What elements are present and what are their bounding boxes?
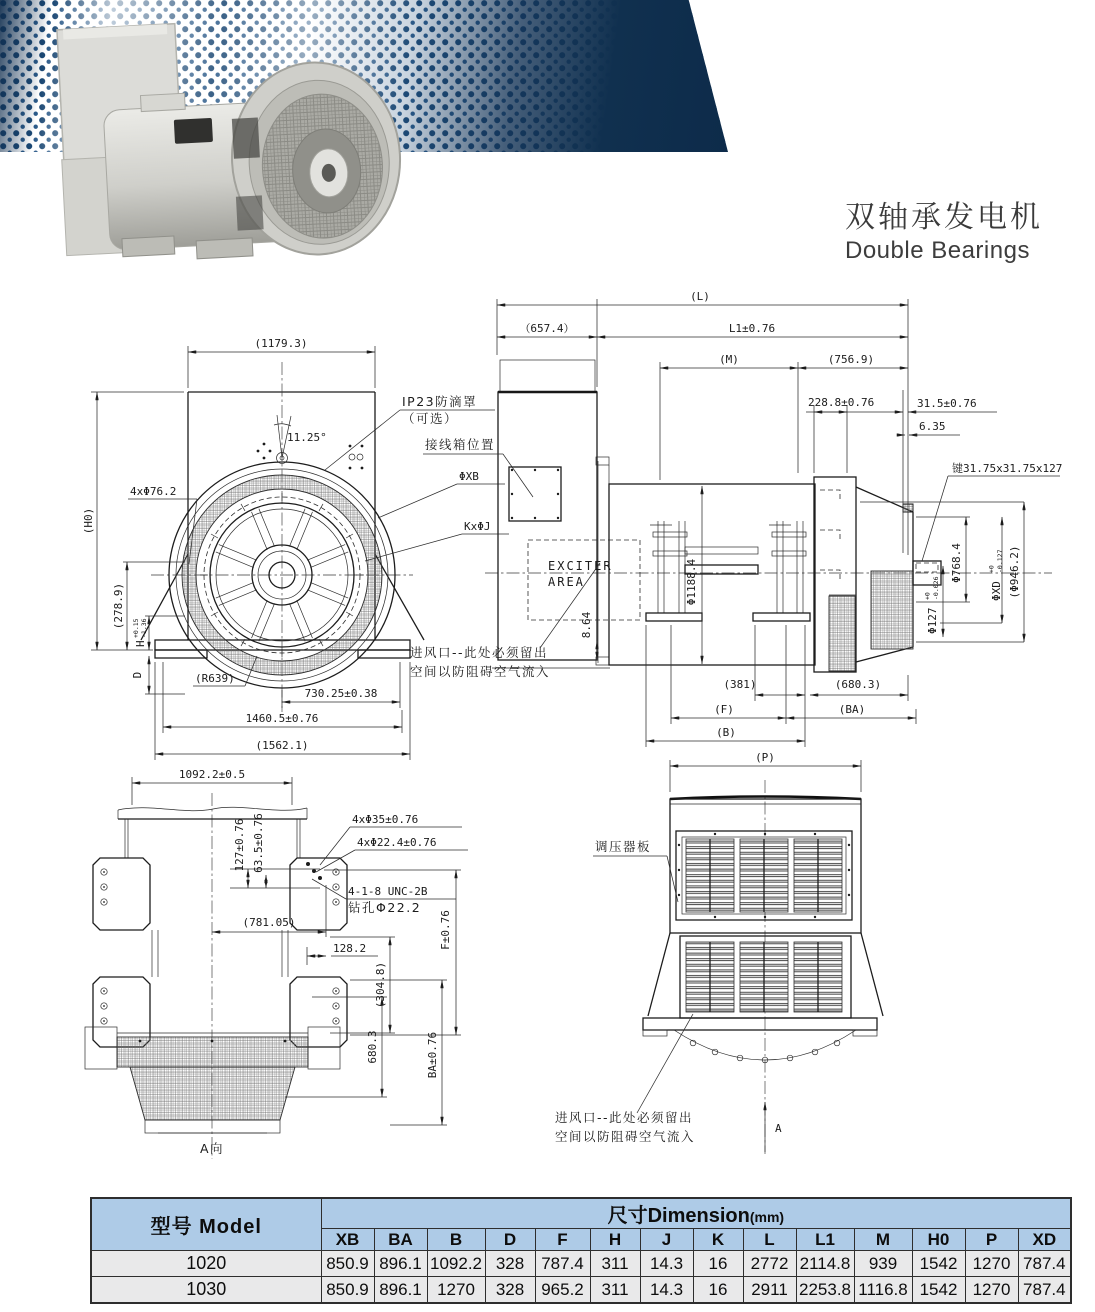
cell-1020-j: 14.3 [640, 1251, 693, 1277]
cell-1020-p: 1270 [965, 1251, 1018, 1277]
cell-1020-k: 16 [693, 1251, 743, 1277]
cell-1020-h: 311 [590, 1251, 640, 1277]
cell-1030-m: 1116.8 [854, 1277, 912, 1304]
dim-label-ba076: BA±0.76 [426, 1031, 439, 1079]
rear-lower-housing [643, 933, 883, 1063]
col-h0: H0 [912, 1229, 965, 1251]
cell-1020-ba: 896.1 [374, 1251, 427, 1277]
dim-label-1179: (1179.3) [254, 337, 308, 350]
dim-label-f: (F) [714, 703, 734, 716]
bolt-marks [101, 869, 339, 1024]
col-f: F [535, 1229, 590, 1251]
label-4x35: 4xΦ35±0.76 [352, 813, 419, 826]
col-l: L [743, 1229, 796, 1251]
cell-1020-h0: 1542 [912, 1251, 965, 1277]
side-note-line2: 空间以防阻碍空气流入 [410, 664, 551, 679]
model-1020: 1020 [91, 1251, 321, 1277]
cell-1030-f: 965.2 [535, 1277, 590, 1304]
col-d: D [485, 1229, 535, 1251]
label-unc-1: 4-1-8 UNC-2B [348, 885, 428, 898]
label-key: 键31.75x31.75x127 [952, 462, 1063, 475]
col-l1: L1 [796, 1229, 854, 1251]
dim-label-l: (L) [690, 290, 710, 303]
dim-label-278: (278.9) [112, 582, 125, 630]
dim-label-730: 730.25±0.38 [304, 687, 378, 700]
label-ip23: IP23防滴罩 [402, 394, 478, 409]
bottom-hole-leaders [230, 813, 468, 915]
cell-1020-d: 328 [485, 1251, 535, 1277]
front-frame [141, 392, 424, 658]
svg-text:-1.36: -1.36 [140, 618, 148, 638]
dim-label-m: (M) [719, 353, 739, 366]
svg-text:+0: +0 [987, 565, 996, 573]
dim-label-864: 8.64 [580, 611, 593, 639]
rear-note-line2: 空间以防阻碍空气流入 [555, 1129, 696, 1144]
label-ip23-optional: （可选） [402, 411, 459, 426]
generator-photo-shapes [55, 12, 405, 267]
table-row [91, 1251, 1071, 1277]
cell-1020-b: 1092.2 [427, 1251, 485, 1277]
side-dims-right [580, 486, 1024, 664]
svg-text:H: H [134, 640, 147, 647]
col-m: M [854, 1229, 912, 1251]
cell-1030-k: 16 [693, 1277, 743, 1304]
col-xd: XD [1018, 1229, 1071, 1251]
model-1030: 1030 [91, 1277, 321, 1304]
label-junction-box: 接线箱位置 [425, 437, 496, 452]
label-exciter-1: EXCITER [548, 559, 613, 573]
dim-label-r639: (R639) [195, 672, 235, 685]
side-dims-top [497, 290, 997, 555]
dim-label-h0: (H0) [82, 507, 95, 535]
table-dim-header-text: 尺寸Dimension [607, 1205, 750, 1227]
dimension-table [90, 1197, 1072, 1304]
cell-1030-l: 2911 [743, 1277, 796, 1304]
dim-label-1460: 1460.5±0.76 [245, 712, 319, 725]
front-dim-left [82, 392, 185, 694]
dim-label-b: (B) [716, 726, 736, 739]
dim-label-angle: 11.25° [287, 431, 327, 444]
dim-label-1562: (1562.1) [255, 739, 309, 752]
cell-1030-l1: 2253.8 [796, 1277, 854, 1304]
bottom-body [93, 807, 347, 1047]
table-row [91, 1277, 1071, 1304]
rear-dim-p [670, 751, 861, 792]
cell-1030-p: 1270 [965, 1277, 1018, 1304]
dim-label-l1: L1±0.76 [728, 322, 776, 335]
rear-a-arrow [765, 1102, 782, 1152]
cell-1020-xb: 850.9 [321, 1251, 374, 1277]
cell-1020-l1: 2114.8 [796, 1251, 854, 1277]
col-b: B [427, 1229, 485, 1251]
dim-label-781: (781.05) [242, 916, 296, 929]
side-note-line1: 进风口--此处必须留出 [410, 645, 549, 660]
label-4x76: 4xΦ76.2 [130, 485, 177, 498]
side-rotor-pedestals [646, 521, 810, 621]
rear-housing [670, 797, 861, 934]
col-k: K [693, 1229, 743, 1251]
dim-label-31-5: 31.5±0.76 [917, 397, 977, 410]
label-4x224: 4xΦ22.4±0.76 [357, 836, 437, 849]
table-dim-header [321, 1198, 1071, 1229]
cell-1030-ba: 896.1 [374, 1277, 427, 1304]
dim-label-1188: Φ1188.4 [685, 558, 698, 606]
cell-1030-d: 328 [485, 1277, 535, 1304]
rear-air-note [555, 1014, 695, 1144]
side-view-drawing [400, 285, 1095, 780]
svg-text:Φ127: Φ127 [926, 607, 939, 634]
side-main-frame [528, 484, 815, 665]
dim-label-381: (381) [723, 678, 757, 691]
label-a-arrow: A [775, 1122, 782, 1135]
dim-label-63-5: 63.5±0.76 [252, 813, 265, 873]
table-model-header: 型号 Model [91, 1198, 321, 1251]
col-h: H [590, 1229, 640, 1251]
col-p: P [965, 1229, 1018, 1251]
dim-label-228: 228.8±0.76 [808, 396, 875, 409]
svg-text:ΦXD: ΦXD [990, 581, 1003, 601]
cell-1020-m: 939 [854, 1251, 912, 1277]
svg-text:+0.15: +0.15 [132, 618, 140, 638]
side-key-label [922, 461, 1062, 561]
side-fan-shroud [814, 477, 941, 672]
rear-regulator-label [593, 839, 678, 902]
dim-label-p: (P) [755, 751, 775, 764]
label-kxj: KxΦJ [464, 520, 491, 533]
col-j: J [640, 1229, 693, 1251]
dim-label-xd [988, 549, 1005, 601]
cell-1030-b: 1270 [427, 1277, 485, 1304]
page-title: 双轴承发电机 [845, 200, 1043, 235]
dim-label-1092: 1092.2±0.5 [178, 768, 246, 781]
dim-label-f076: F±0.76 [439, 910, 452, 950]
page-subtitle: Double Bearings [845, 237, 1030, 264]
label-unc-2: 钻孔Φ22.2 [348, 900, 422, 915]
dim-label-127: 127±0.76 [233, 818, 246, 872]
front-dim-top [188, 337, 375, 388]
label-a-view: A向 [200, 1141, 225, 1156]
generator-photo [25, 2, 395, 267]
bottom-view-drawing [80, 765, 470, 1165]
label-exciter-2: AREA [548, 575, 585, 589]
dim-label-304: (304.8) [374, 961, 387, 1009]
front-fan-circles [151, 362, 413, 712]
dim-label-128: 128.2 [333, 942, 367, 955]
dim-label-d: D [131, 671, 144, 679]
svg-text:-0.127: -0.127 [996, 549, 1004, 573]
dim-label-6-35: 6.35 [919, 420, 946, 433]
bottom-right-dims [285, 980, 447, 1125]
cell-1030-xd: 787.4 [1018, 1277, 1071, 1304]
dim-label-768: Φ768.4 [950, 543, 963, 583]
dim-label-680-3: 680.3 [366, 1030, 379, 1064]
svg-text:-0.026: -0.026 [932, 576, 940, 600]
label-regulator: 调压器板 [595, 839, 652, 854]
rear-view-drawing [545, 750, 975, 1170]
cell-1030-xb: 850.9 [321, 1277, 374, 1304]
col-xb: XB [321, 1229, 374, 1251]
dimension-table-wrap [90, 1197, 1065, 1304]
label-phi-xb: ΦXB [459, 470, 479, 483]
dim-label-657: （657.4） [519, 322, 575, 335]
rear-note-line1: 进风口--此处必须留出 [555, 1110, 694, 1125]
cell-1020-xd: 787.4 [1018, 1251, 1071, 1277]
dim-label-ba: (BA) [838, 703, 866, 716]
front-dim-bottom [155, 662, 410, 760]
title-block [845, 192, 1043, 265]
cell-1020-f: 787.4 [535, 1251, 590, 1277]
table-dim-unit: (mm) [749, 1209, 785, 1225]
col-ba: BA [374, 1229, 427, 1251]
dim-label-946: (Φ946.2) [1008, 545, 1021, 599]
front-top-feature [257, 415, 364, 469]
cell-1020-l: 2772 [743, 1251, 796, 1277]
dim-label-756: (756.9) [827, 353, 875, 366]
svg-text:+0: +0 [923, 592, 932, 600]
cell-1030-h: 311 [590, 1277, 640, 1304]
cell-1030-j: 14.3 [640, 1277, 693, 1304]
bottom-shroud [85, 1027, 340, 1133]
dim-label-h-tol [132, 618, 148, 647]
dim-label-680: (680.3) [834, 678, 882, 691]
cell-1030-h0: 1542 [912, 1277, 965, 1304]
